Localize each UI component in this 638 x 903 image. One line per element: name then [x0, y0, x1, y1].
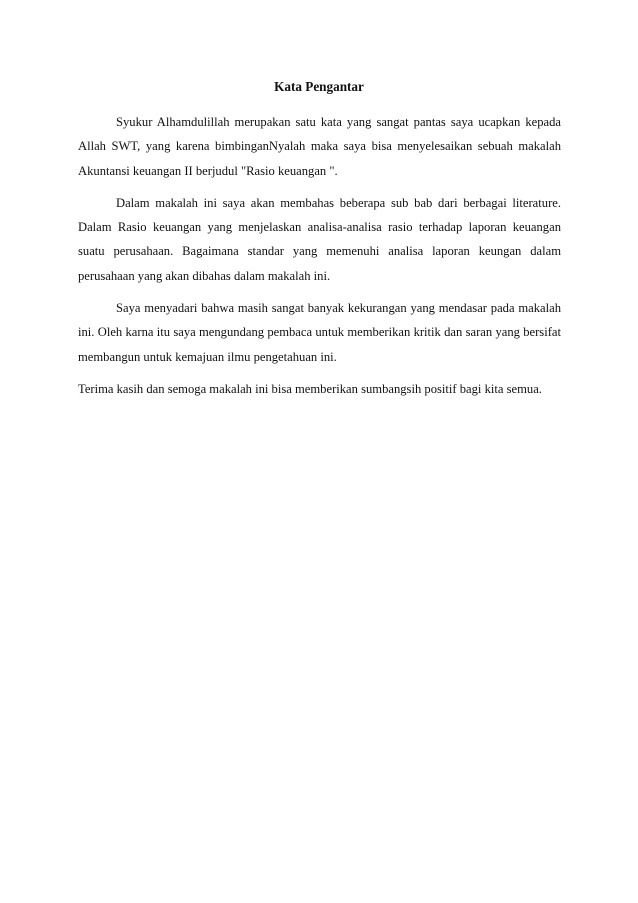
paragraph-closing: Terima kasih dan semoga makalah ini bisa memberikan sumbangsih positif bagi kita semua.: [78, 381, 542, 396]
paragraph-acknowledgement: Saya menyadari bahwa masih sangat banyak kekurangan yang mendasar pada makalah ini. Oleh karna itu saya mengundang pembaca untuk memberikan kritik dan saran yang bersifat membangun untuk kemajuan ilmu pengetahuan ini.: [78, 301, 561, 364]
paragraph-opening: Syukur Alhamdulillah merupakan satu kata yang sangat pantas saya ucapkan kepada Allah SWT, yang karena bimbinganNyalah maka saya bisa menyelesaikan sebuah makalah Akuntansi keuangan II berjudul "Rasio keuangan ".: [78, 115, 561, 178]
document-title: Kata Pengantar: [274, 79, 364, 94]
document-body: [78, 110, 561, 409]
paragraph-content: Dalam makalah ini saya akan membahas beberapa sub bab dari berbagai literature. Dalam Rasio keuangan yang menjelaskan analisa-analisa rasio terhadap laporan keuangan suatu perusahaan. Bagaimana standar yang memenuhi analisa laporan keungan dalam perusahaan yang akan dibahas dalam makalah ini.: [78, 195, 561, 283]
